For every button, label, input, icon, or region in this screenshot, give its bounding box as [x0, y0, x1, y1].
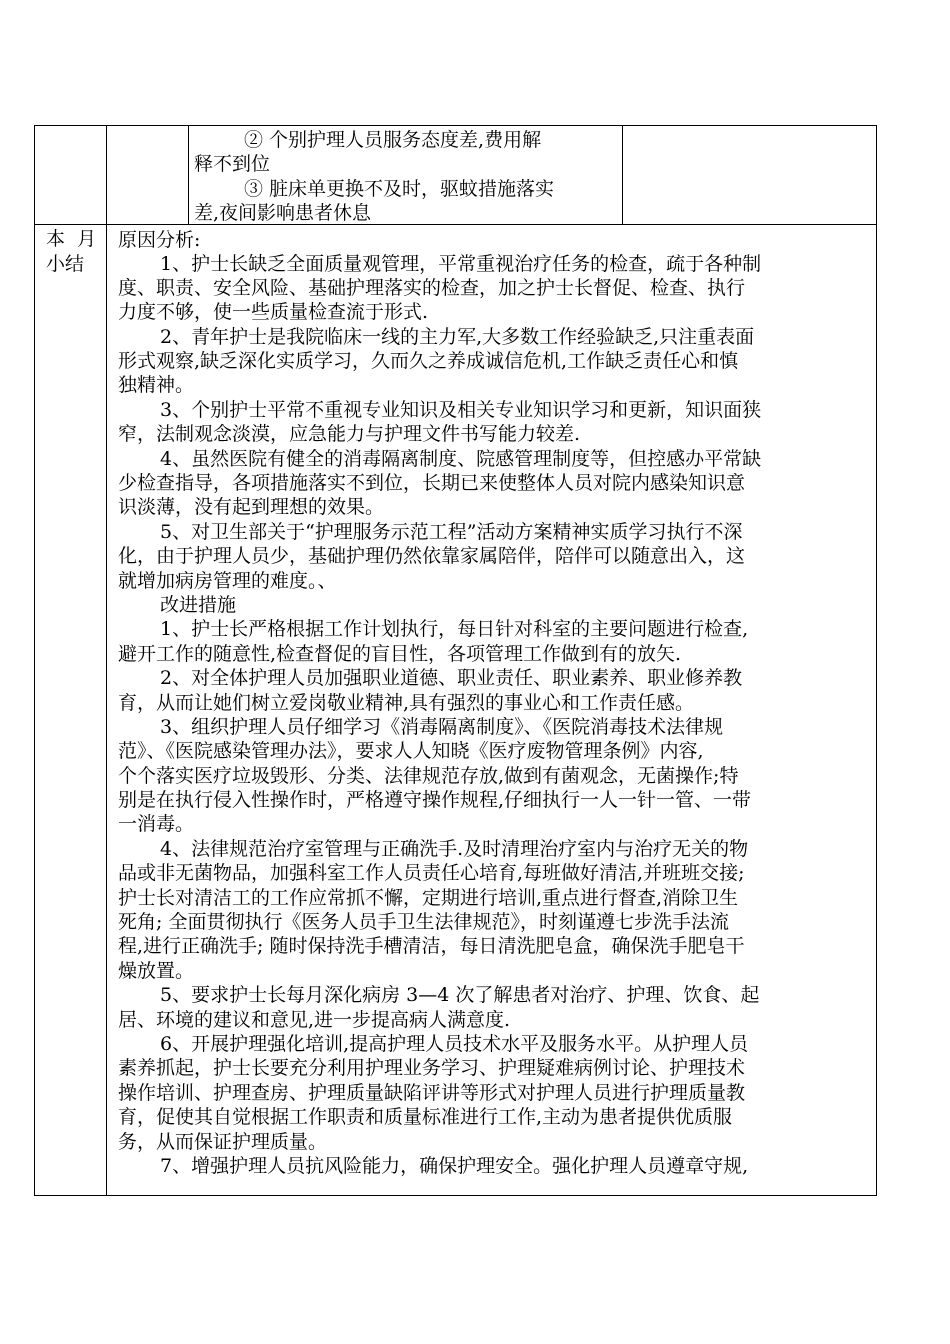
top-row-divider-b: [622, 125, 623, 225]
summary-line: 4、法律规范治疗室管理与正确洗手.及时清理治疗室内与治疗无关的物: [160, 838, 749, 860]
summary-line: 改进措施: [160, 594, 237, 616]
summary-label-line: 本 月: [46, 228, 97, 250]
summary-line: 2、对全体护理人员加强职业道德、职业责任、职业素养、职业修养教: [160, 667, 743, 689]
summary-line: 居、环境的建议和意见,进一步提高病人满意度.: [118, 1009, 511, 1031]
summary-line: 化，由于护理人员少，基础护理仍然依靠家属陪伴，陪伴可以随意出入，这: [118, 545, 746, 567]
table-bottom-border: [34, 1195, 877, 1196]
summary-line: 原因分析:: [118, 229, 201, 251]
summary-line: 别是在执行侵入性操作时，严格遵守操作规程,仔细执行一人一针一管、一带: [118, 789, 752, 811]
summary-line: 3、个别护士平常不重视专业知识及相关专业知识学习和更新，知识面狭: [160, 399, 762, 421]
summary-line: 3、组织护理人员仔细学习《消毒隔离制度》、《医院消毒技术法律规: [160, 716, 724, 738]
summary-line: 品或非无菌物品，加强科室工作人员责任心培育,每班做好清洁,并班班交接;: [118, 862, 745, 884]
summary-line: 形式观察,缺乏深化实质学习，久而久之养成诚信危机,工作缺乏责任心和慎: [118, 350, 739, 372]
summary-line: 独精神。: [118, 374, 195, 396]
summary-line: 死角; 全面贯彻执行《医务人员手卫生法律规范》，时刻谨遵七步洗手法流: [118, 911, 729, 933]
summary-line: 1、护士长缺乏全面质量观管理，平常重视治疗任务的检查，疏于各种制: [160, 253, 762, 275]
summary-line: 6、开展护理强化培训,提高护理人员技术水平及服务水平。从护理人员: [160, 1033, 749, 1055]
top-row-divider-a: [188, 125, 189, 225]
top-row-line: 释不到位: [194, 153, 271, 175]
table-top-border: [34, 125, 877, 126]
summary-line: 个个落实医疗垃圾毁形、分类、法律规范存放,做到有菌观念，无菌操作;特: [118, 765, 739, 787]
summary-label-line: 小结: [46, 253, 85, 275]
top-row-line: 差,夜间影响患者休息: [194, 202, 372, 224]
summary-line: 一消毒。: [118, 813, 195, 835]
summary-line: 操作培训、护理查房、护理质量缺陷评讲等形式对护理人员进行护理质量教: [118, 1082, 746, 1104]
table-right-border: [876, 125, 877, 1196]
summary-line: 护士长对清洁工的工作应常抓不懈，定期进行培训,重点进行督查,消除卫生: [118, 887, 739, 909]
summary-line: 少检查指导，各项措施落实不到位，长期已来使整体人员对院内感染知识意: [118, 472, 746, 494]
summary-line: 度、职责、安全风险、基础护理落实的检查，加之护士长督促、检查、执行: [118, 277, 746, 299]
summary-line: 育，促使其自觉根据工作职责和质量标准进行工作,主动为患者提供优质服: [118, 1106, 733, 1128]
summary-line: 4、虽然医院有健全的消毒隔离制度、院感管理制度等，但控感办平常缺: [160, 448, 762, 470]
top-row-line: ② 个别护理人员服务态度差,费用解: [244, 129, 542, 151]
summary-line: 识淡薄，没有起到理想的效果。: [118, 496, 385, 518]
summary-line: 育，从而让她们树立爱岗敬业精神,具有强烈的事业心和工作责任感。: [118, 692, 695, 714]
table-left-border: [34, 125, 35, 1196]
row-divider: [34, 224, 877, 225]
summary-line: 窄，法制观念淡漠，应急能力与护理文件书写能力较差.: [118, 423, 581, 445]
summary-line: 5、要求护士长每月深化病房 3—4 次了解患者对治疗、护理、饮食、起: [160, 984, 760, 1006]
summary-line: 5、对卫生部关于“护理服务示范工程”活动方案精神实质学习执行不深: [160, 521, 743, 543]
summary-line: 燥放置。: [118, 960, 195, 982]
summary-line: 7、增强护理人员抗风险能力，确保护理安全。强化护理人员遵章守规,: [160, 1155, 749, 1177]
summary-line: 避开工作的随意性,检查督促的盲目性，各项管理工作做到有的放矢.: [118, 643, 682, 665]
summary-line: 2、青年护士是我院临床一线的主力军,大多数工作经验缺乏,只注重表面: [160, 326, 755, 348]
summary-line: 力度不够，使一些质量检查流于形式.: [118, 301, 429, 323]
top-row-line: ③ 脏床单更换不及时，驱蚊措施落实: [244, 178, 555, 200]
label-column-divider: [106, 125, 107, 1196]
summary-line: 程,进行正确洗手; 随时保持洗手槽清洁，每日清洗肥皂盒，确保洗手肥皂干: [118, 935, 745, 957]
summary-line: 范》、《医院感染管理办法》，要求人人知晓《医疗废物管理条例》内容,: [118, 740, 704, 762]
summary-line: 务，从而保证护理质量。: [118, 1131, 328, 1153]
summary-line: 素养抓起，护士长要充分利用护理业务学习、护理疑难病例讨论、护理技术: [118, 1057, 746, 1079]
summary-line: 就增加病房管理的难度。、: [118, 570, 337, 592]
summary-line: 1、护士长严格根据工作计划执行，每日针对科室的主要问题进行检查,: [160, 618, 749, 640]
